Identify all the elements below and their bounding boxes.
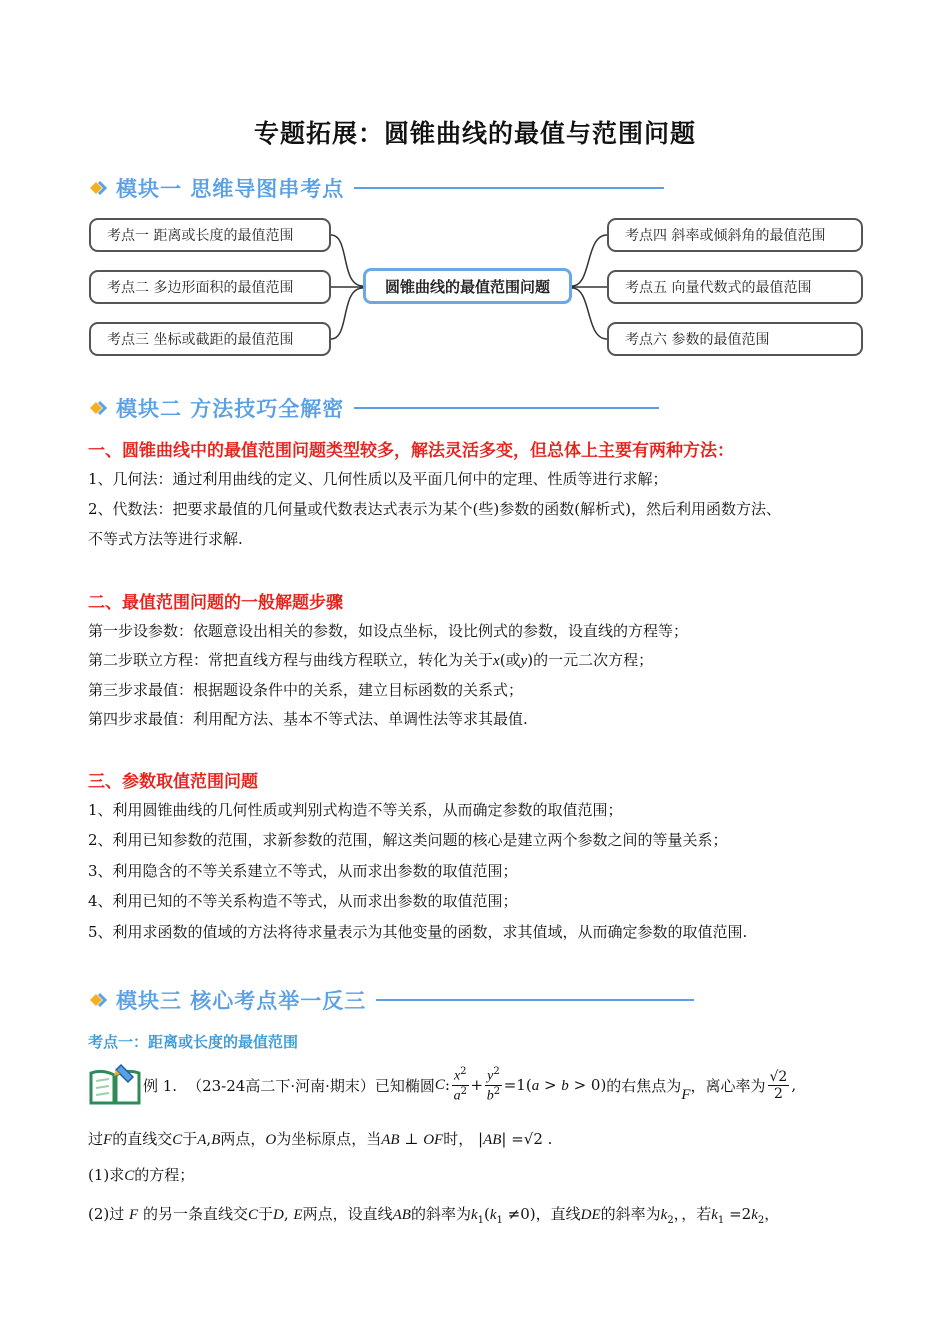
book-icon <box>88 1063 142 1111</box>
step-2: 第二步联立方程：常把直线方程与曲线方程联立，转化为关于x(或y)的一元二次方程； <box>88 651 654 669</box>
module-header-3 <box>88 985 694 1015</box>
kaodian-heading: 考点一：距离或长度的最值范围 <box>88 1033 299 1051</box>
diamond-arrow-icon <box>88 989 110 1011</box>
mindmap-node-kaodian-2: 考点二 多边形面积的最值范围 <box>89 270 331 304</box>
method-algebra: 2、代数法：把要求最值的几何量或代数表达式表示为某个(些)参数的函数(解析式)，然后利用函数方法、 <box>88 500 781 518</box>
module-divider-3 <box>376 999 694 1001</box>
section-heading-3: 三、参数取值范围问题 <box>88 772 258 792</box>
step-3: 第三步求最值：根据题设条件中的关系，建立目标函数的关系式； <box>88 681 524 699</box>
method-algebra-cont: 不等式方法等进行求解. <box>88 530 243 548</box>
method-geometry: 1、几何法：通过利用曲线的定义、几何性质以及平面几何中的定理、性质等进行求解； <box>88 470 668 488</box>
example-line-2: 过F的直线交C于A,B两点，O为坐标原点，当AB ⊥ OF时， |AB| =√2 . <box>88 1130 553 1148</box>
module-divider-2 <box>354 407 659 409</box>
page-title: 专题拓展：圆锥曲线的最值与范围问题 <box>253 119 696 148</box>
mindmap-node-kaodian-3: 考点三 坐标或截距的最值范围 <box>89 322 331 356</box>
list-item: 5、利用求函数的值域的方法将待求量表示为其他变量的函数，求其值域，从而确定参数的取值范围. <box>88 923 748 941</box>
step-4: 第四步求最值：利用配方法、基本不等式法、单调性法等求其最值. <box>88 710 528 728</box>
list-item: 2、利用已知参数的范围，求新参数的范围，解这类问题的核心是建立两个参数之间的等量关系； <box>88 831 728 849</box>
mindmap-node-kaodian-4: 考点四 斜率或倾斜角的最值范围 <box>607 218 863 252</box>
list-item: 1、利用圆锥曲线的几何性质或判别式构造不等关系，从而确定参数的取值范围； <box>88 801 623 819</box>
mindmap-node-kaodian-6: 考点六 参数的最值范围 <box>607 322 863 356</box>
mindmap-node-kaodian-1: 考点一 距离或长度的最值范围 <box>89 218 331 252</box>
mindmap-center-node: 圆锥曲线的最值范围问题 <box>363 268 572 304</box>
example-line-1: 例 1. （23-24高二下·河南·期末）已知椭圆 C : $\frac{x^2}{a^2}$ + $\frac{y^2}{b^2}$ =1(a > b > 0) 的右焦点为 F ，离心率为 $\frac{√2}{2}$ , <box>143 1066 797 1104</box>
diamond-arrow-icon <box>88 397 110 419</box>
list-item: 3、利用隐含的不等关系建立不等式，从而求出参数的取值范围； <box>88 862 518 880</box>
question-2: (2)过 F 的另一条直线交C于D, E两点，设直线AB的斜率为$k_1(k_1 \ne 0)$，直线DE的斜率为$k_2$，，若$k_1 =2k_2$， <box>88 1205 780 1226</box>
module-header-2 <box>88 393 659 423</box>
question-1: (1)求C的方程； <box>88 1166 195 1184</box>
mindmap-node-kaodian-5: 考点五 向量代数式的最值范围 <box>607 270 863 304</box>
section-heading-2: 二、最值范围问题的一般解题步骤 <box>88 593 343 613</box>
module-title-3: 模块三 核心考点举一反三 <box>116 989 367 1013</box>
module-title-1: 模块一 思维导图串考点 <box>116 177 345 201</box>
list-item: 4、利用已知的不等关系构造不等式，从而求出参数的取值范围； <box>88 892 518 910</box>
module-title-2: 模块二 方法技巧全解密 <box>116 397 345 421</box>
step-1: 第一步设参数：依题意设出相关的参数，如设点坐标，设比例式的参数，设直线的方程等； <box>88 622 689 640</box>
section-heading-1: 一、圆锥曲线中的最值范围问题类型较多，解法灵活多变，但总体上主要有两种方法： <box>88 441 734 461</box>
